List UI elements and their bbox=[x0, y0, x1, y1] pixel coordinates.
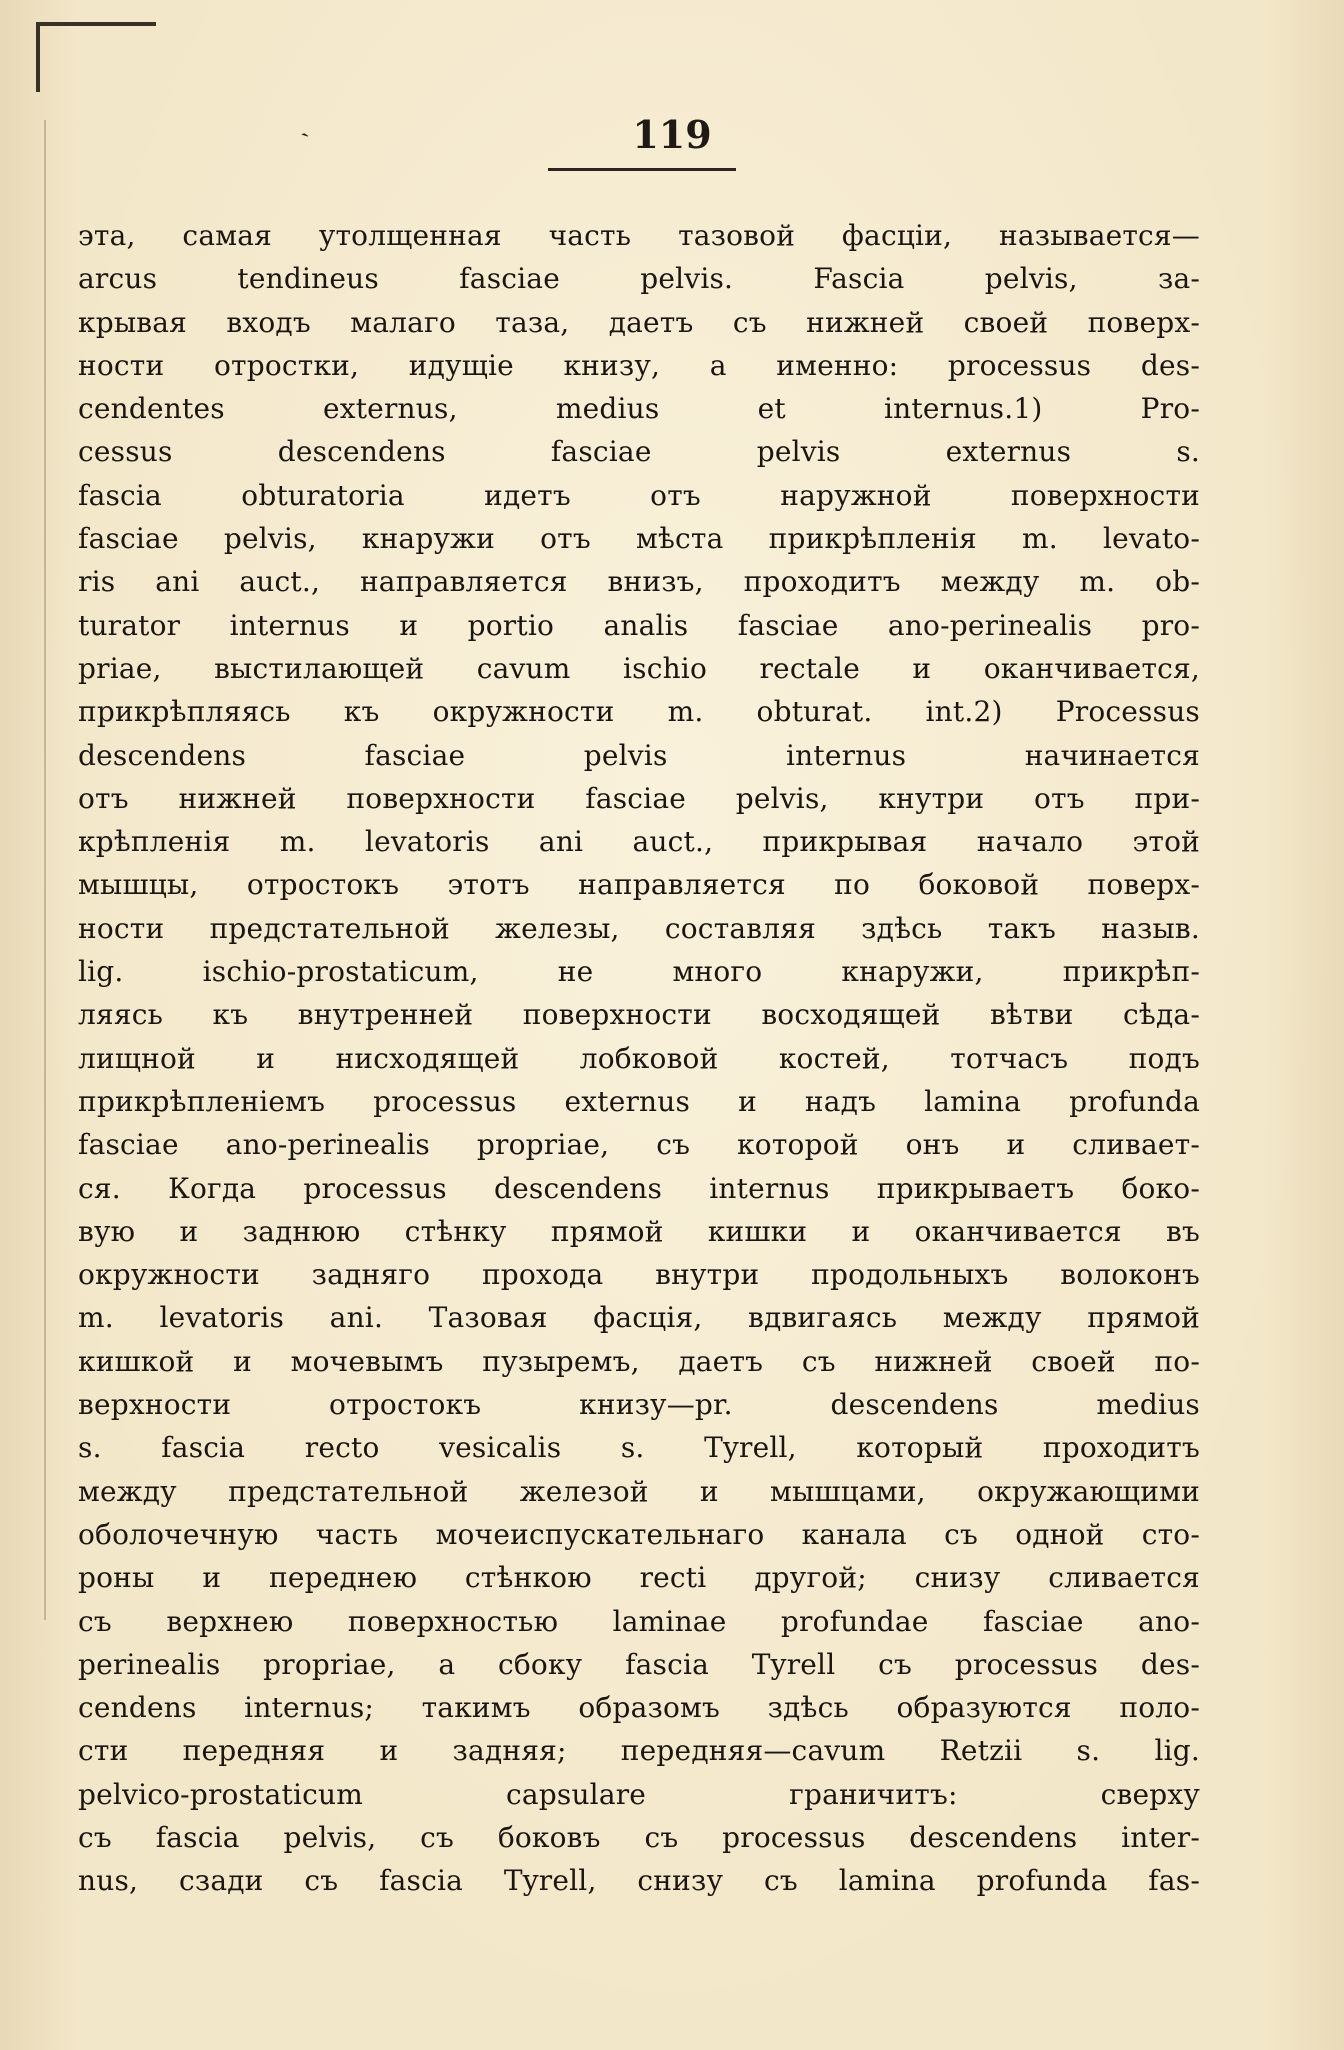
text-line: arcus tendineus fasciae pelvis. Fascia pelvis, за- bbox=[78, 262, 1200, 296]
text-line: крѣпленія m. levatoris ani auct., прикрывая начало этой bbox=[78, 825, 1200, 859]
text-line: прикрѣпляясь къ окружности m. obturat. int.2) Processus bbox=[78, 695, 1200, 729]
text-line: priae, выстилающей cavum ischio rectale и оканчивается, bbox=[78, 651, 1200, 685]
page-number: 119 bbox=[632, 112, 712, 157]
text-line: ris ani auct., направляется внизъ, проходитъ между m. ob- bbox=[78, 565, 1200, 599]
text-line: fasciae pelvis, кнаружи отъ мѣста прикрѣпленія m. levato- bbox=[78, 522, 1200, 556]
text-line: ляясь къ внутренней поверхности восходящей вѣтви сѣда- bbox=[78, 998, 1200, 1032]
text-line: fasciae ano-perinealis propriae, съ которой онъ и сливает- bbox=[78, 1128, 1200, 1162]
text-line: cendens internus; такимъ образомъ здѣсь образуются поло- bbox=[78, 1691, 1200, 1725]
text-line: сти передняя и задняя; передняя—cavum Retzii s. lig. bbox=[78, 1734, 1200, 1768]
text-line: крывая входъ малаго таза, даетъ съ нижней своей поверх- bbox=[78, 305, 1200, 339]
text-line: верхности отростокъ книзу—pr. descendens medius bbox=[78, 1388, 1200, 1422]
text-line: turator internus и portio analis fasciae ano-perinealis pro- bbox=[78, 608, 1200, 642]
text-line: lig. ischio-prostaticum, не много кнаружи, прикрѣп- bbox=[78, 955, 1200, 989]
text-line: оболочечную часть мочеиспускательнаго канала съ одной сто- bbox=[78, 1517, 1200, 1551]
scan-corner-mark bbox=[36, 22, 156, 26]
text-line: descendens fasciae pelvis internus начинается bbox=[78, 738, 1200, 772]
text-line: nus, сзади съ fascia Tyrell, снизу съ lamina profunda fas- bbox=[78, 1864, 1200, 1898]
text-line: cessus descendens fasciae pelvis externus s. bbox=[78, 435, 1200, 469]
text-line: лищной и нисходящей лобковой костей, тотчасъ подъ bbox=[78, 1041, 1200, 1075]
text-line: ности предстательной железы, составляя здѣсь такъ назыв. bbox=[78, 911, 1200, 945]
text-line: съ верхнею поверхностью laminae profundae fasciae ano- bbox=[78, 1604, 1200, 1638]
text-line: fascia obturatoria идетъ отъ наружной поверхности bbox=[78, 478, 1200, 512]
text-line: кишкой и мочевымъ пузыремъ, даетъ съ нижней своей по- bbox=[78, 1344, 1200, 1378]
text-line: отъ нижней поверхности fasciae pelvis, кнутри отъ при- bbox=[78, 781, 1200, 815]
text-line: роны и переднею стѣнкою recti другой; снизу сливается bbox=[78, 1561, 1200, 1595]
text-line: s. fascia recto vesicalis s. Tyrell, который проходитъ bbox=[78, 1431, 1200, 1465]
text-line: мышцы, отростокъ этотъ направляется по боковой поверх- bbox=[78, 868, 1200, 902]
text-line: между предстательной железой и мышцами, окружающими bbox=[78, 1474, 1200, 1508]
text-line: ности отростки, идущіе книзу, а именно: processus des- bbox=[78, 348, 1200, 382]
text-line: ся. Когда processus descendens internus прикрываетъ боко- bbox=[78, 1171, 1200, 1205]
text-line: прикрѣпленіемъ processus externus и надъ lamina profunda bbox=[78, 1084, 1200, 1118]
text-line: эта, самая утолщенная часть тазовой фасціи, называется— bbox=[78, 219, 1200, 252]
page-edge-shadow bbox=[44, 120, 46, 1620]
text-line: pelvico-prostaticum capsulare граничитъ: сверху bbox=[78, 1777, 1200, 1811]
text-line: perinealis propriae, а сбоку fascia Tyrell съ processus des- bbox=[78, 1647, 1200, 1681]
text-line: съ fascia pelvis, съ боковъ съ processus descendens inter- bbox=[78, 1820, 1200, 1854]
pen-mark: ˏ bbox=[290, 105, 311, 140]
body-text bbox=[78, 214, 1200, 1903]
text-line: окружности задняго прохода внутри продольныхъ волоконъ bbox=[78, 1258, 1200, 1292]
scan-corner-mark-vertical bbox=[36, 22, 40, 92]
page-number-rule bbox=[548, 168, 736, 171]
text-line: m. levatoris ani. Тазовая фасція, вдвигаясь между прямой bbox=[78, 1301, 1200, 1335]
text-line: cendentes externus, medius et internus.1) Pro- bbox=[78, 392, 1200, 426]
text-line: вую и заднюю стѣнку прямой кишки и оканчивается въ bbox=[78, 1214, 1200, 1248]
